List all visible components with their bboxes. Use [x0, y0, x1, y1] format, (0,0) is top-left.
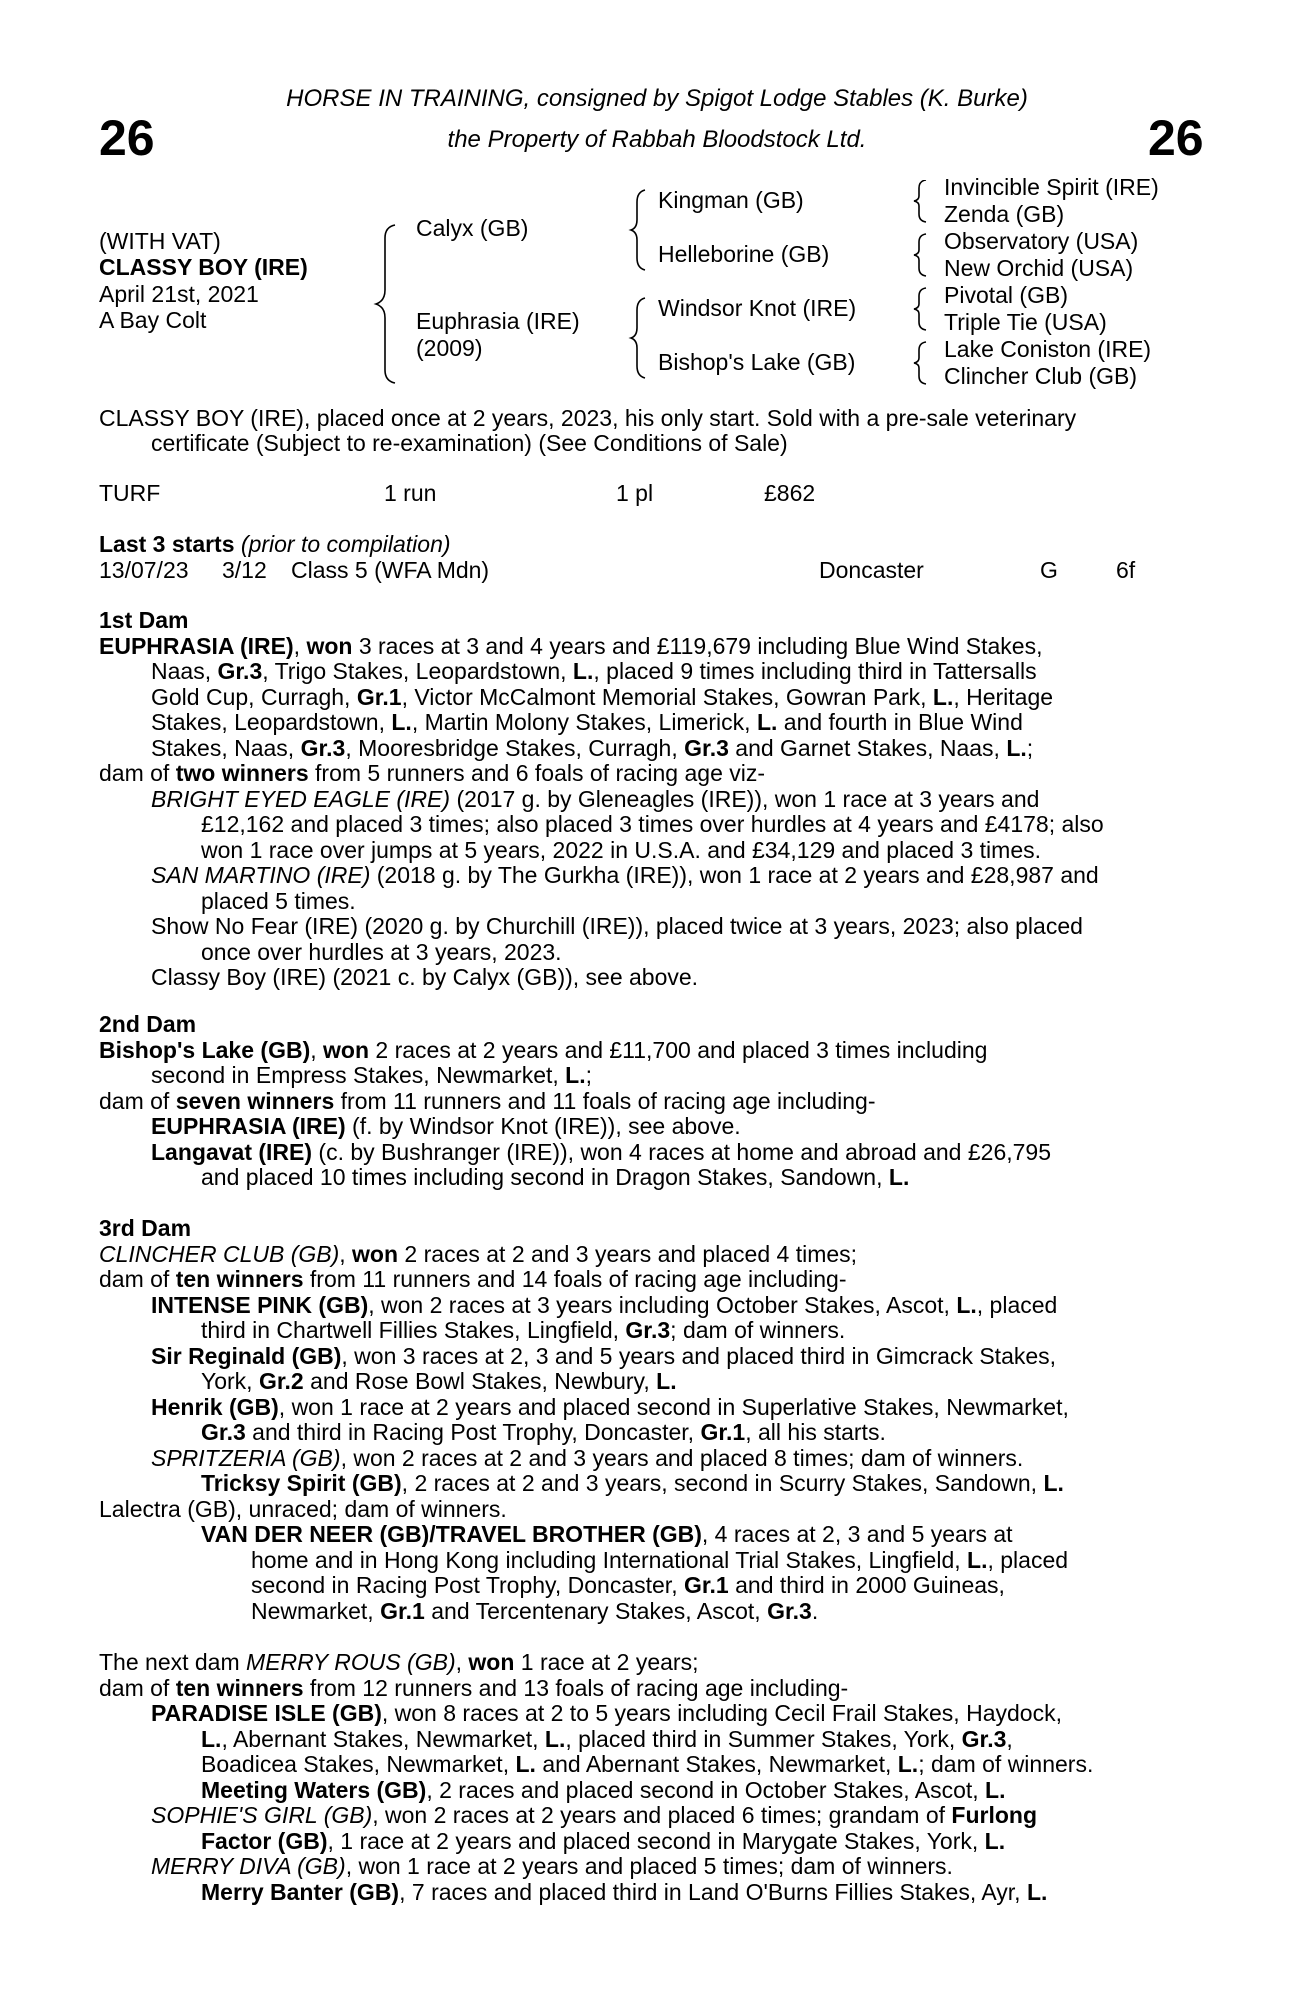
lot-number-right: 26 [1148, 110, 1204, 166]
first-dam-line: Naas, Gr.3, Trigo Stakes, Leopardstown, L., placed 9 times including third in Tattersalls [151, 658, 1037, 684]
start-distance: 6f [1116, 557, 1136, 583]
horse-name: CLASSY BOY (IRE) [99, 254, 308, 280]
third-dam-line: SPRITZERIA (GB), won 2 races at 2 and 3 years and placed 8 times; dam of winners. [151, 1444, 1024, 1471]
first-dam-line: once over hurdles at 3 years, 2023. [201, 938, 562, 965]
next-dam-line: The next dam MERRY ROUS (GB), won 1 race at 2 years; [99, 1649, 699, 1675]
first-dam-line: dam of two winners from 5 runners and 6 foals of racing age viz- [99, 760, 766, 786]
foaling-date: April 21st, 2021 [99, 281, 259, 307]
dam-dam: Bishop's Lake (GB) [658, 349, 856, 375]
third-dam-line: second in Racing Post Trophy, Doncaster, Gr.1 and third in 2000 Guineas, [251, 1572, 1005, 1598]
start-course: Doncaster [819, 557, 924, 583]
vat-label: (WITH VAT) [99, 228, 221, 254]
start-going: G [1040, 557, 1058, 583]
property-line: the Property of Rabbah Bloodstock Ltd. [447, 126, 867, 153]
next-dam-line: SOPHIE'S GIRL (GB), won 2 races at 2 years and placed 6 times; grandam of Furlong [151, 1802, 1037, 1828]
second-dam-line: EUPHRASIA (IRE) (f. by Windsor Knot (IRE)), see above. [151, 1113, 741, 1139]
next-dam-section [99, 1650, 1201, 1905]
last-starts-title: Last 3 starts [99, 531, 235, 557]
first-dam-line: SAN MARTINO (IRE) (2018 g. by The Gurkha (IRE)), won 1 race at 2 years and £28,987 and [151, 862, 1099, 888]
next-dam-line: Factor (GB), 1 race at 2 years and placed second in Marygate Stakes, York, L. [201, 1827, 1006, 1854]
next-dam-line: L., Abernant Stakes, Newmarket, L., placed third in Summer Stakes, York, Gr.3, [201, 1725, 1013, 1752]
sire-sire: Kingman (GB) [658, 187, 804, 213]
lot-number-left: 26 [99, 110, 155, 166]
first-dam-line: BRIGHT EYED EAGLE (IRE) (2017 g. by Gleneagles (IRE)), won 1 race at 3 years and [151, 785, 1040, 812]
horse-description: A Bay Colt [99, 307, 207, 333]
next-dam-line: Boadicea Stakes, Newmarket, L. and Abernant Stakes, Newmarket, L.; dam of winners. [201, 1751, 1094, 1777]
first-dam-heading: 1st Dam [99, 607, 189, 633]
first-dam-line: EUPHRASIA (IRE), won 3 races at 3 and 4 years and £119,679 including Blue Wind Stakes, [99, 632, 1043, 659]
next-dam-line: PARADISE ISLE (GB), won 8 races at 2 to 5 years including Cecil Frail Stakes, Haydock, [151, 1700, 1062, 1726]
second-dam-line: Bishop's Lake (GB), won 2 races at 2 years and £11,700 and placed 3 times including [99, 1036, 988, 1063]
second-dam-line: second in Empress Stakes, Newmarket, L.; [151, 1062, 593, 1088]
next-dam-line: dam of ten winners from 12 runners and 13 foals of racing age including- [99, 1674, 849, 1701]
first-dam-line: won 1 race over jumps at 5 years, 2022 in U.S.A. and £34,129 and placed 3 times. [201, 836, 1041, 863]
second-dam-heading: 2nd Dam [99, 1011, 197, 1037]
third-dam-line: Tricksy Spirit (GB), 2 races at 2 and 3 years, second in Scurry Stakes, Sandown, L. [201, 1470, 1064, 1496]
third-dam-line: INTENSE PINK (GB), won 2 races at 3 years including October Stakes, Ascot, L., placed [151, 1291, 1058, 1318]
dam-year: (2009) [416, 335, 483, 361]
record-placings: 1 pl [616, 480, 654, 506]
third-dam-line: Lalectra (GB), unraced; dam of winners. [99, 1495, 507, 1522]
dam-sire: Windsor Knot (IRE) [658, 295, 857, 321]
first-dam-section [99, 608, 1201, 991]
third-dam-section [99, 1216, 1201, 1624]
next-dam-line: Merry Banter (GB), 7 races and placed third in Land O'Burns Fillies Stakes, Ayr, L. [201, 1878, 1048, 1905]
second-dam-line: Langavat (IRE) (c. by Bushranger (IRE)), won 4 races at home and abroad and £26,795 [151, 1138, 1052, 1165]
second-dam-line: and placed 10 times including second in Dragon Stakes, Sandown, L. [201, 1164, 910, 1190]
start-date: 13/07/23 [99, 557, 189, 583]
start-position: 3/12 [222, 557, 267, 583]
sss-name: Invincible Spirit (IRE) [944, 174, 1159, 200]
dss-name: Pivotal (GB) [944, 282, 1068, 308]
third-dam-line: CLINCHER CLUB (GB), won 2 races at 2 and 3 years and placed 4 times; [99, 1240, 858, 1267]
first-dam-line: Show No Fear (IRE) (2020 g. by Churchill (IRE)), placed twice at 3 years, 2023; also placed [151, 913, 1083, 939]
sire-name: Calyx (GB) [416, 215, 529, 241]
consignor-line: HORSE IN TRAINING, consigned by Spigot Lodge Stables (K. Burke) [286, 85, 1028, 112]
third-dam-line: Newmarket, Gr.1 and Tercentenary Stakes, Ascot, Gr.3. [251, 1597, 819, 1624]
second-dam-line: dam of seven winners from 11 runners and 11 foals of racing age including- [99, 1087, 876, 1114]
third-dam-line: York, Gr.2 and Rose Bowl Stakes, Newbury, L. [201, 1368, 677, 1394]
summary-line-1: CLASSY BOY (IRE), placed once at 2 years, 2023, his only start. Sold with a pre-sale veterinary [99, 405, 1077, 431]
third-dam-line: home and in Hong Kong including International Trial Stakes, Lingfield, L., placed [251, 1546, 1069, 1573]
next-dam-line: Meeting Waters (GB), 2 races and placed second in October Stakes, Ascot, L. [201, 1776, 1006, 1803]
third-dam-line: Henrik (GB), won 1 race at 2 years and placed second in Superlative Stakes, Newmarket, [151, 1393, 1069, 1420]
first-dam-line: Stakes, Naas, Gr.3, Mooresbridge Stakes, Curragh, Gr.3 and Garnet Stakes, Naas, L.; [151, 734, 1034, 761]
dsd-name: Triple Tie (USA) [944, 309, 1107, 335]
ddd-name: Clincher Club (GB) [944, 363, 1137, 389]
ssd-name: Zenda (GB) [944, 201, 1065, 227]
summary-line-2: certificate (Subject to re-examination) (See Conditions of Sale) [151, 430, 788, 456]
third-dam-line: dam of ten winners from 11 runners and 14 foals of racing age including- [99, 1266, 847, 1292]
first-dam-line: placed 5 times. [201, 887, 356, 914]
third-dam-line: third in Chartwell Fillies Stakes, Lingfield, Gr.3; dam of winners. [201, 1317, 846, 1343]
sire-dam: Helleborine (GB) [658, 241, 830, 267]
last-starts-note: (prior to compilation) [240, 531, 451, 557]
first-dam-line: Stakes, Leopardstown, L., Martin Molony Stakes, Limerick, L. and fourth in Blue Wind [151, 709, 1023, 735]
third-dam-line: VAN DER NEER (GB)/TRAVEL BROTHER (GB), 4 races at 2, 3 and 5 years at [201, 1521, 1013, 1547]
sdd-name: New Orchid (USA) [944, 255, 1134, 281]
last-starts-heading [99, 532, 451, 558]
second-dam-section [99, 1012, 1201, 1191]
dam-name: Euphrasia (IRE) [416, 308, 580, 334]
third-dam-line: Sir Reginald (GB), won 3 races at 2, 3 and 5 years and placed third in Gimcrack Stakes, [151, 1342, 1057, 1369]
first-dam-line: Gold Cup, Curragh, Gr.1, Victor McCalmont Memorial Stakes, Gowran Park, L., Heritage [151, 683, 1054, 710]
record-surface: TURF [99, 480, 161, 506]
start-race: Class 5 (WFA Mdn) [291, 557, 490, 583]
next-dam-line: MERRY DIVA (GB), won 1 race at 2 years and placed 5 times; dam of winners. [151, 1853, 953, 1879]
record-runs: 1 run [384, 480, 437, 506]
record-earnings: £862 [764, 480, 816, 506]
first-dam-line: £12,162 and placed 3 times; also placed 3 times over hurdles at 4 years and £4178; also [201, 811, 1104, 837]
sds-name: Observatory (USA) [944, 228, 1139, 254]
first-dam-line: Classy Boy (IRE) (2021 c. by Calyx (GB)), see above. [151, 964, 699, 990]
third-dam-line: Gr.3 and third in Racing Post Trophy, Doncaster, Gr.1, all his starts. [201, 1419, 886, 1445]
third-dam-heading: 3rd Dam [99, 1215, 192, 1241]
dds-name: Lake Coniston (IRE) [944, 336, 1152, 362]
